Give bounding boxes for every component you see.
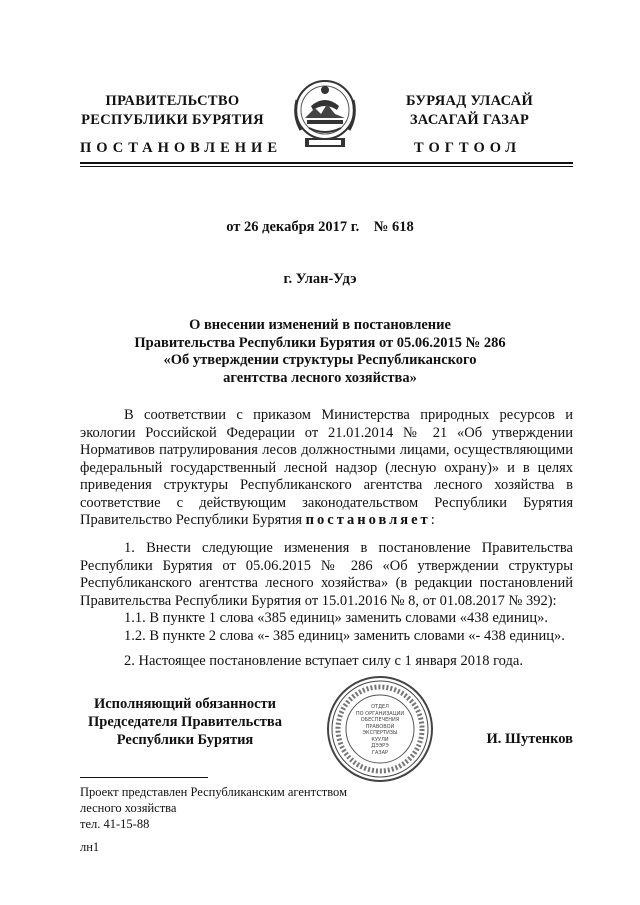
official-seal-icon [325, 674, 435, 784]
seal-line-8: ГАЗАР [371, 749, 389, 756]
position-line-1: Исполняющий обязанности [93, 696, 277, 712]
footer-line-2: лесного хозяйства [80, 801, 177, 815]
signatory-name: И. Шутенков [486, 731, 573, 747]
preamble-text: В соответствии с приказом Министерства природных ресурсов и экологии Российской Федерации от 21.01.2014 № 21 «Об утверждении Нормативов патрулирования лесов должностными лицами, осуществляющими федеральный государственный лесной надзор (лесную охрану)» и в целях приведения структуры Республиканского агентства лесного хозяйства в соответствие с действующим законодательством Республики Бурятия Правительство Республики Бурятия [80, 407, 573, 528]
gov-bua-line2: ЗАСАГАЙ ГАЗАР [409, 112, 530, 128]
seal-line-5: ЭКСПЕРТИЗЫ [362, 730, 398, 736]
document-title [0, 317, 640, 387]
footer-note [80, 784, 347, 855]
item-1: 1. Внести следующие изменения в постановление Правительства Республики Бурятия от 05.06.2015 № 286 «Об утверждении структуры Республиканского агентства лесного хозяйства» (в редакции постановлений Правительства Республики Бурятия от 15.01.2016 № 8, от 01.08.2017 № 392): [80, 540, 573, 609]
footer-line-1: Проект представлен Республиканским агентством [80, 785, 347, 799]
seal-line-3: ОБЕСПЕЧЕНИЯ [360, 717, 400, 723]
signatory-position [80, 695, 290, 749]
preamble-keyword: постановляет [305, 512, 431, 528]
gov-bua-line1: БУРЯАД УЛАСАЙ [405, 93, 534, 109]
title-line-4: агентства лесного хозяйства» [223, 369, 417, 386]
government-name-bua [377, 92, 562, 130]
coat-of-arms-icon [291, 76, 359, 150]
footer-line-4: лн1 [80, 840, 100, 854]
header-rule-thick [80, 162, 573, 164]
seal-line-6: КУУЛИ [371, 736, 389, 743]
title-line-3: «Об утверждении структуры Республиканского [163, 352, 477, 368]
seal-line-4: ПРАВОВОЙ [365, 723, 395, 730]
preamble-paragraph [80, 407, 573, 530]
doc-type-bua: ТОГТООЛ [414, 140, 522, 156]
seal-line-2: ПО ОРГАНИЗАЦИИ [355, 710, 405, 717]
doc-type-ru: ПОСТАНОВЛЕНИЕ [80, 140, 283, 156]
title-line-2: Правительства Республики Бурятия от 05.06.2015 № 286 [134, 334, 506, 351]
item-2-block [80, 653, 573, 671]
item-2: 2. Настоящее постановление вступает силу с 1 января 2018 года. [124, 653, 523, 669]
government-name-ru [80, 92, 265, 130]
gov-ru-line2: РЕСПУБЛИКИ БУРЯТИЯ [81, 112, 264, 128]
preamble-colon: : [430, 512, 435, 528]
item-1-1: 1.1. В пункте 1 слова «385 единиц» заменить словами «438 единиц». [124, 610, 548, 626]
position-line-2: Председателя Правительства [88, 714, 282, 730]
footer-line-3: тел. 41-15-88 [80, 817, 150, 831]
gov-ru-line1: ПРАВИТЕЛЬСТВО [105, 93, 240, 109]
document-city: г. Улан-Удэ [283, 271, 357, 287]
seal-line-1: ОТДЕЛ [371, 704, 389, 710]
items-block [80, 540, 573, 645]
position-line-3: Республики Бурятия [116, 732, 254, 748]
seal-line-7: ДЭЭРЭ [371, 743, 389, 749]
header-rule-thin [80, 166, 573, 167]
title-line-1: О внесении изменений в постановление [189, 317, 451, 333]
item-1-2: 1.2. В пункте 2 слова «- 385 единиц» заменить словами «- 438 единиц». [124, 627, 565, 644]
footer-rule [80, 777, 208, 778]
document-date-number: от 26 декабря 2017 г. № 618 [226, 219, 414, 235]
